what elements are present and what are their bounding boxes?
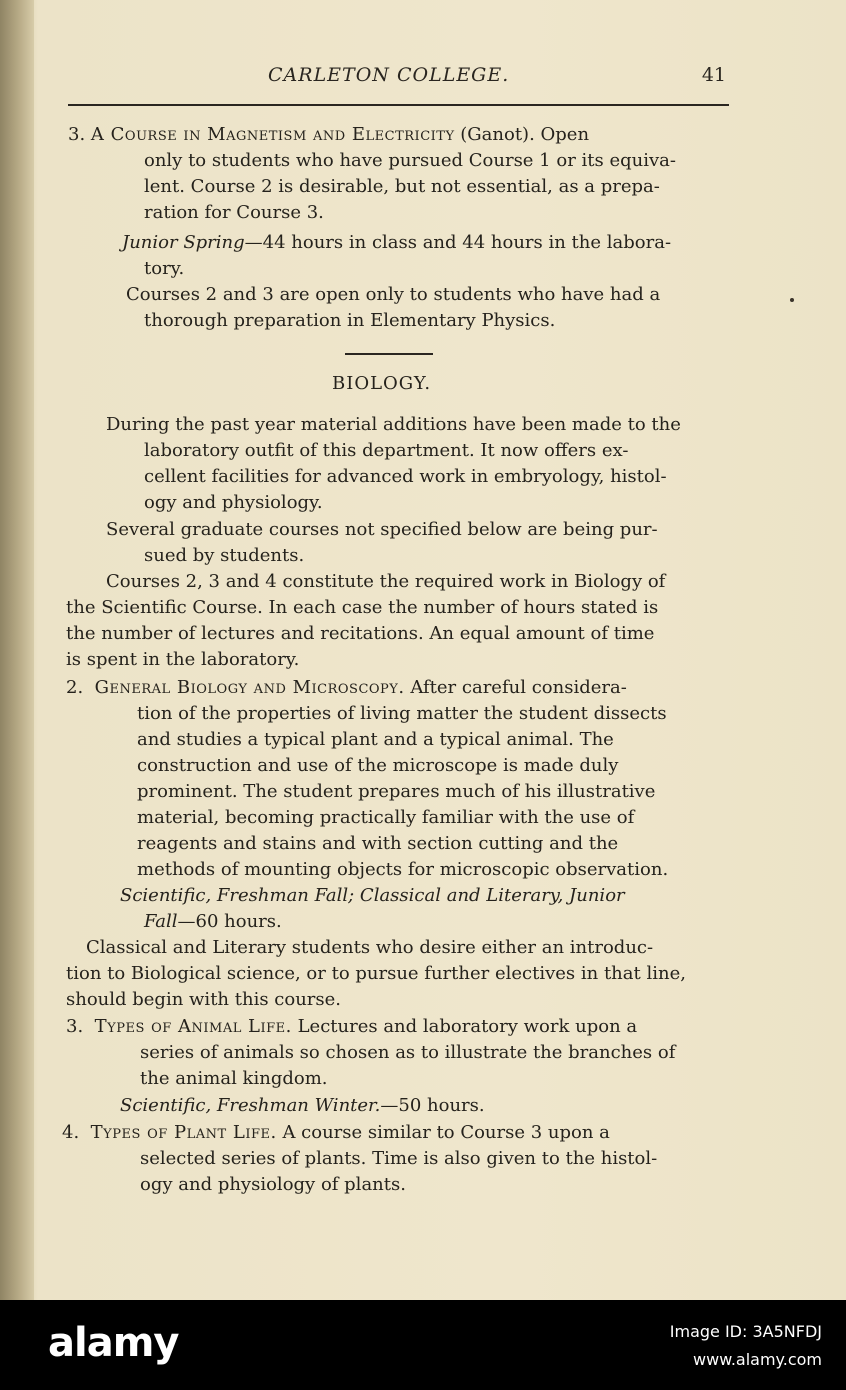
course-term: Scientific, Freshman Winter. [120,1095,381,1116]
course-heading-line [66,1014,637,1040]
course-term-line [144,909,282,935]
course-text: methods of mounting objects for microscopic observation. [137,859,669,880]
course-text: A course similar to Course 3 upon a [276,1122,610,1143]
required-text: the number of lectures and recitations. An equal amount of time [66,623,655,644]
intro-text: ogy and physiology. [144,492,323,513]
graduate-text: Several graduate courses not specified below are being pur- [106,519,658,540]
course-heading-line [68,122,589,148]
course-text: reagents and stains and with section cutting and the [137,833,619,854]
course-number: 4. [62,1122,80,1143]
course-term: Junior Spring [122,232,245,253]
brand-logo: alamy [48,1320,179,1366]
course-note: thorough preparation in Elementary Physics. [144,310,556,331]
course-text: only to students who have pursued Course 1 or its equiva- [144,150,676,171]
classical-note: tion to Biological science, or to pursue further electives in that line, [66,963,686,984]
required-text: the Scientific Course. In each case the number of hours stated is [66,597,659,618]
course-term: Fall [144,911,178,932]
classical-note: Classical and Literary students who desire either an introduc- [86,937,654,958]
running-header [68,62,728,92]
header-rule [68,104,729,106]
course-text: and studies a typical plant and a typical animal. The [137,729,614,750]
course-text: Lectures and laboratory work upon a [291,1016,638,1037]
classical-note: should begin with this course. [66,989,342,1010]
course-number: 3. [68,124,86,145]
course-term-line [120,1093,485,1119]
course-heading-line [62,1120,610,1146]
course-term: Scientific, Freshman Fall; Classical and Literary, Junior [120,885,625,906]
course-hours: —60 hours. [177,911,282,932]
course-title: General Biology and Microscopy. [94,677,405,698]
course-text: material, becoming practically familiar with the use of [137,807,635,828]
required-text: Courses 2, 3 and 4 constitute the required work in Biology of [106,571,666,592]
ink-speck [790,298,794,302]
course-heading-line [66,675,627,701]
course-hours: —50 hours. [380,1095,485,1116]
course-text: selected series of plants. Time is also given to the histol- [140,1148,658,1169]
course-text: ration for Course 3. [144,202,324,223]
course-number: 2. [66,677,84,698]
course-text: tion of the properties of living matter the student dissects [137,703,667,724]
header-title: CARLETON COLLEGE. [268,64,510,86]
course-text: ogy and physiology of plants. [140,1174,406,1195]
course-hours: —44 hours in class and 44 hours in the labora- [244,232,672,253]
brand-url: www.alamy.com [693,1350,822,1369]
course-note: Courses 2 and 3 are open only to students who have had a [126,284,661,305]
course-title: A Course in Magnetism and Electricity [90,124,455,145]
course-text: series of animals so chosen as to illustrate the branches of [140,1042,676,1063]
required-text: is spent in the laboratory. [66,649,300,670]
intro-text: laboratory outfit of this department. It now offers ex- [144,440,629,461]
book-spine-shadow [0,0,34,1300]
course-title: Types of Plant Life. [90,1122,277,1143]
intro-text: During the past year material additions have been made to the [106,414,681,435]
course-text: (Ganot). Open [454,124,590,145]
course-term-line [122,230,671,256]
watermark-footer [0,1300,846,1390]
section-heading-biology: BIOLOGY. [332,373,432,394]
section-divider [345,353,433,355]
page-number: 41 [701,64,726,86]
course-text: tory. [144,258,185,279]
graduate-text: sued by students. [144,545,305,566]
course-text: prominent. The student prepares much of his illustrative [137,781,656,802]
course-title: Types of Animal Life. [94,1016,292,1037]
course-number: 3. [66,1016,84,1037]
intro-text: cellent facilities for advanced work in embryology, histol- [144,466,667,487]
course-text: lent. Course 2 is desirable, but not essential, as a prepa- [144,176,660,197]
course-text: construction and use of the microscope is made duly [137,755,619,776]
image-id: Image ID: 3A5NFDJ [669,1322,822,1341]
course-text: After careful considera- [404,677,627,698]
course-text: the animal kingdom. [140,1068,328,1089]
